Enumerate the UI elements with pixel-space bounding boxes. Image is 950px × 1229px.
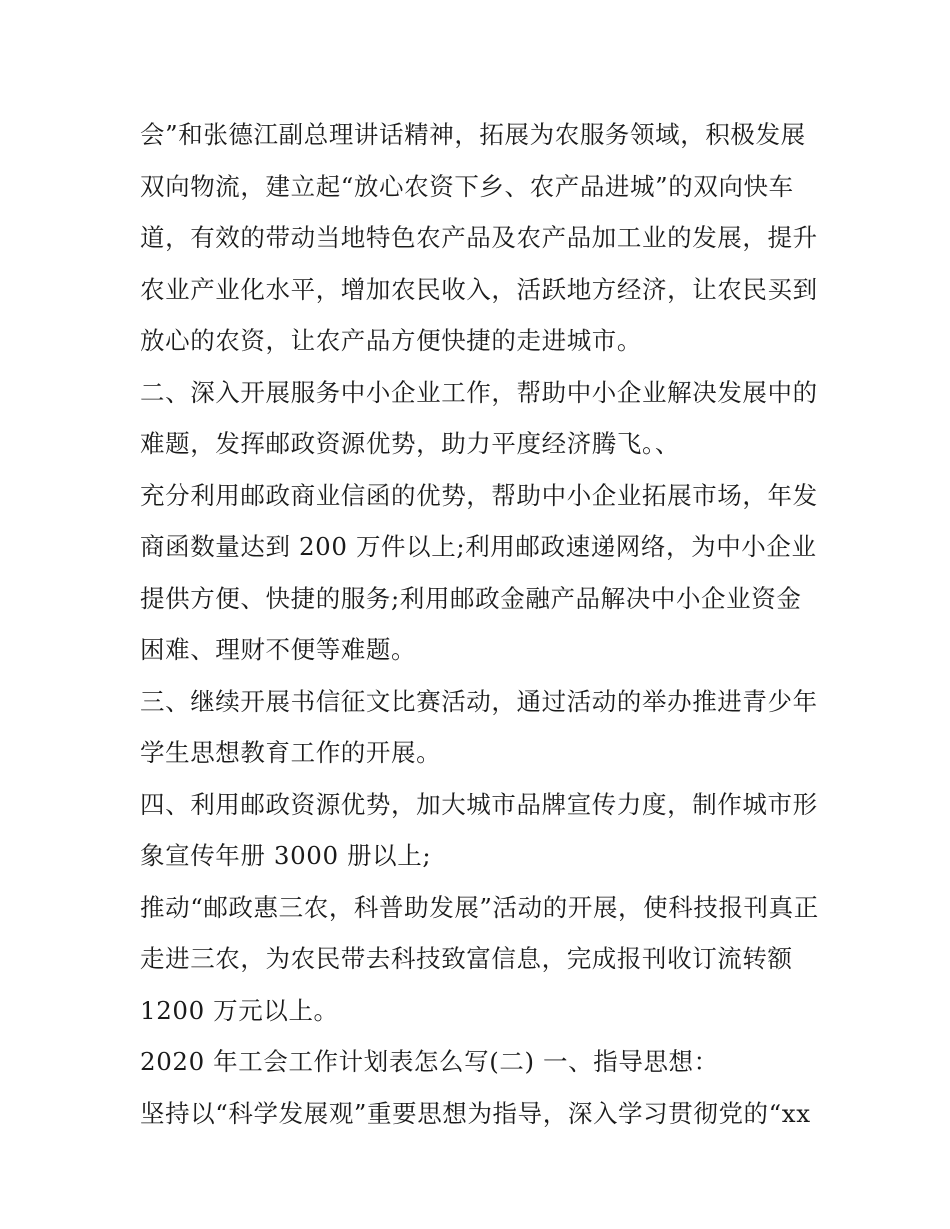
text-line: 走进三农，为农民带去科技致富信息，完成报刊收订流转额 (140, 944, 793, 973)
text-line: 商函数量达到 200 万件以上;利用邮政速递网络，为中小企业 (140, 532, 817, 561)
section-four-heading: 四、利用邮政资源优势，加大城市品牌宣传力度，制作城市形 (140, 789, 818, 819)
text-line: 道，有效的带动当地特色农产品及农产品加工业的发展，提升 (140, 223, 818, 252)
text-line: 象宣传年册 3000 册以上; (140, 841, 432, 870)
text-line: 充分利用邮政商业信函的优势，帮助中小企业拓展市场，年发 (140, 480, 818, 510)
plan-title-line: 2020 年工会工作计划表怎么写(二) 一、指导思想： (140, 1047, 719, 1076)
text-line: 1200 万元以上。 (140, 995, 339, 1025)
text-line: 坚持以“科学发展观”重要思想为指导，深入学习贯彻党的“xx (140, 1098, 811, 1128)
text-line: 双向物流，建立起“放心农资下乡、农产品进城”的双向快车 (140, 171, 794, 201)
text-line: 推动“邮政惠三农，科普助发展”活动的开展，使科技报刊真正 (140, 892, 819, 922)
section-three-heading: 三、继续开展书信征文比赛活动，通过活动的举办推进青少年 (140, 686, 818, 716)
text-line: 放心的农资，让农产品方便快捷的走进城市。 (140, 326, 642, 355)
text-line: 农业产业化水平，增加农民收入，活跃地方经济，让农民买到 (140, 274, 818, 304)
document-body (140, 109, 820, 1139)
text-line: 提供方便、快捷的服务;利用邮政金融产品解决中小企业资金 (140, 583, 802, 613)
text-line: 困难、理财不便等难题。 (140, 635, 417, 664)
text-line: 会”和张德江副总理讲话精神，拓展为农服务领域，积极发展 (140, 120, 806, 149)
section-two-heading: 二、深入开展服务中小企业工作，帮助中小企业解决发展中的 (140, 377, 818, 407)
text-line: 学生思想教育工作的开展。 (140, 738, 442, 767)
text-line: 难题，发挥邮政资源优势，助力平度经济腾飞。、 (140, 429, 680, 458)
